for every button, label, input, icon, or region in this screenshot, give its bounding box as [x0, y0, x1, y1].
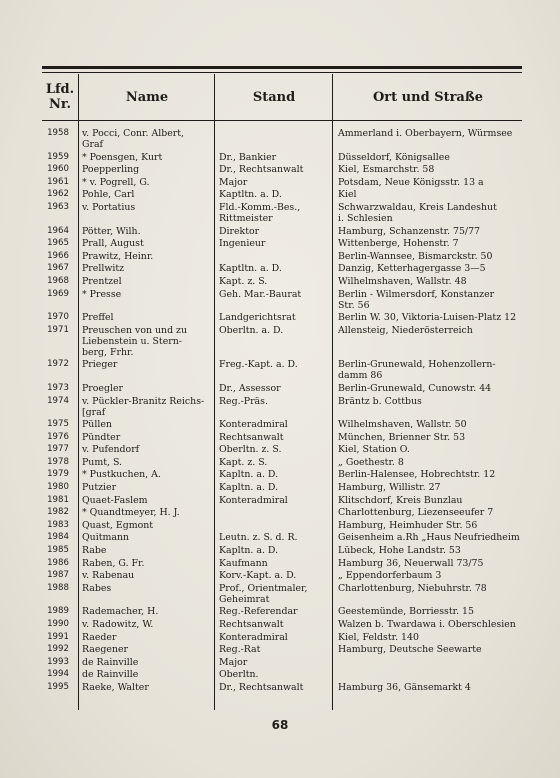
entry-stand: Kapt. z. S.	[219, 456, 268, 468]
entry-address: Allensteig, Niederösterreich	[338, 324, 473, 336]
entry-number: 1966	[47, 250, 69, 261]
entry-number: 1962	[47, 189, 69, 200]
entry-address: Charlottenburg, Niebuhrstr. 78	[338, 582, 487, 594]
entry-number: 1977	[47, 444, 69, 455]
entry-name: Quitmann	[82, 532, 130, 544]
entry-number: 1958	[47, 128, 69, 138]
entry-stand: Reg.-Präs.	[219, 395, 268, 407]
entry-number: 1973	[47, 382, 69, 393]
table-row	[42, 558, 522, 571]
table-row	[42, 583, 522, 607]
table-row	[42, 432, 522, 445]
table-row	[42, 469, 522, 482]
entry-stand: Kapltn. a. D.	[219, 545, 279, 557]
entry-number: 1983	[47, 519, 69, 530]
entry-name: v. Pückler-Branitz Reichs- [graf	[82, 395, 205, 418]
entry-address: Wittenberge, Hohenstr. 7	[338, 238, 459, 250]
table-row	[42, 520, 522, 533]
table-row	[42, 202, 522, 226]
entry-address: Schwarzwaldau, Kreis Landeshut i. Schlesien	[338, 201, 497, 224]
entry-name: Rademacher, H.	[82, 606, 159, 618]
entry-stand: Geh. Mar.-Baurat	[219, 288, 302, 300]
entry-address: Kiel, Esmarchstr. 58	[338, 164, 435, 176]
entry-number: 1984	[47, 532, 69, 543]
entry-number: 1987	[47, 570, 69, 581]
entry-name: Raeder	[82, 631, 117, 643]
entry-number: 1960	[47, 164, 69, 175]
entry-number: 1974	[47, 395, 69, 406]
entry-name: Pohle, Carl	[82, 189, 135, 201]
header-ort: Ort und Straße	[332, 74, 523, 120]
entry-number: 1994	[47, 669, 69, 680]
table-row	[42, 189, 522, 202]
entry-number: 1976	[47, 431, 69, 442]
entry-address: Geisenheim a.Rh „Haus Neufriedheim	[338, 532, 520, 544]
table-row	[42, 276, 522, 289]
entry-stand: Kapt. z. S.	[219, 275, 268, 287]
entry-address: Hamburg 36, Neuerwall 73/75	[338, 557, 484, 569]
entry-address: Hamburg, Deutsche Seewarte	[338, 644, 482, 656]
entry-address: Walzen b. Twardawa i. Oberschlesien	[338, 619, 516, 630]
entry-number: 1993	[47, 656, 69, 667]
entry-number: 1981	[47, 494, 69, 505]
entry-number: 1982	[47, 507, 69, 518]
entry-name: Prellwitz	[82, 263, 125, 275]
entry-name: Preffel	[82, 312, 114, 324]
entry-stand: Oberltn. a. D.	[219, 324, 284, 336]
header-lfd-nr: Lfd. Nr.	[45, 82, 75, 112]
entry-name: * Poensgen, Kurt	[82, 151, 163, 163]
entry-name: Raegener	[82, 644, 129, 656]
entry-stand: Fld.-Komm.-Bes., Rittmeister	[219, 201, 301, 224]
entry-stand: Major	[219, 656, 248, 668]
entry-address: Hamburg, Schanzenstr. 75/77	[338, 225, 481, 237]
entry-name: v. Pocci, Conr. Albert, Graf	[82, 128, 184, 150]
entry-stand: Dr., Bankier	[219, 151, 277, 163]
entry-address: Berlin-Grunewald, Cunowstr. 44	[338, 382, 492, 394]
register-table-body	[42, 128, 522, 695]
table-row	[42, 383, 522, 396]
entry-stand: Freg.-Kapt. a. D.	[219, 359, 298, 371]
entry-stand: Reg.-Rat	[219, 644, 261, 656]
entry-name: v. Rabenau	[82, 570, 135, 582]
entry-address: „ Eppendorferbaum 3	[338, 570, 442, 582]
table-row	[42, 482, 522, 495]
entry-name: Püllen	[82, 419, 112, 431]
entry-number: 1963	[47, 201, 69, 212]
entry-number: 1968	[47, 275, 69, 286]
entry-number: 1992	[47, 644, 69, 655]
entry-address: Wilhelmshaven, Wallstr. 48	[338, 275, 467, 287]
table-row	[42, 152, 522, 165]
table-row	[42, 238, 522, 251]
entry-name: v. Radowitz, W.	[82, 619, 154, 630]
entry-name: Putzier	[82, 482, 117, 494]
entry-stand: Major	[219, 176, 248, 188]
entry-number: 1967	[47, 263, 69, 274]
entry-address: Berlin-Halensee, Hobrechtstr. 12	[338, 469, 496, 481]
table-row	[42, 359, 522, 383]
entry-name: Rabe	[82, 545, 107, 557]
entry-name: Prieger	[82, 359, 118, 371]
entry-name: de Rainville	[82, 669, 139, 681]
entry-number: 1985	[47, 545, 69, 556]
entry-stand: Dr., Assessor	[219, 382, 281, 394]
entry-address: Potsdam, Neue Königsstr. 13 a	[338, 176, 484, 188]
entry-name: Pündter	[82, 431, 121, 443]
entry-number: 1990	[47, 619, 69, 629]
entry-name: * Quandtmeyer, H. J.	[82, 507, 180, 519]
table-row	[42, 444, 522, 457]
entry-number: 1965	[47, 238, 69, 249]
entry-stand: Kaptltn. a. D.	[219, 189, 282, 201]
entry-address: Geestemünde, Borriesstr. 15	[338, 606, 474, 618]
table-row	[42, 682, 522, 695]
table-row	[42, 570, 522, 583]
table-row	[42, 669, 522, 682]
entry-number: 1995	[47, 681, 69, 692]
table-row	[42, 177, 522, 190]
entry-name: Prentzel	[82, 275, 122, 287]
entry-stand: Kapltn. a. D.	[219, 482, 279, 494]
entry-number: 1986	[47, 557, 69, 568]
entry-stand: Konteradmiral	[219, 494, 288, 506]
entry-number: 1975	[47, 419, 69, 430]
entry-name: Poepperling	[82, 164, 140, 176]
table-row	[42, 606, 522, 619]
entry-number: 1988	[47, 582, 69, 593]
entry-address: Kiel	[338, 189, 357, 201]
entry-stand: Oberltn. z. S.	[219, 444, 282, 456]
entry-stand: Landgerichtsrat	[219, 312, 296, 324]
entry-number: 1979	[47, 469, 69, 480]
entry-name: Rabes	[82, 582, 112, 594]
entry-address: Berlin W. 30, Viktoria-Luisen-Platz 12	[338, 312, 517, 324]
entry-address: Hamburg, Heimhuder Str. 56	[338, 519, 478, 531]
entry-address: Kiel, Station O.	[338, 444, 410, 456]
entry-stand: Ingenieur	[219, 238, 266, 250]
entry-name: Pötter, Wilh.	[82, 225, 141, 237]
entry-name: * v. Pogrell, G.	[82, 176, 150, 188]
entry-address: Lübeck, Hohe Landstr. 53	[338, 545, 461, 557]
header-name: Name	[78, 74, 215, 120]
entry-stand: Dr., Rechtsanwalt	[219, 164, 304, 176]
table-row	[42, 251, 522, 264]
table-row	[42, 619, 522, 632]
entry-name: Prawitz, Heinr.	[82, 250, 154, 262]
table-row	[42, 263, 522, 276]
entry-stand: Konteradmiral	[219, 419, 288, 431]
entry-number: 1980	[47, 482, 69, 493]
table-row	[42, 164, 522, 177]
entry-address: Ammerland i. Oberbayern, Würmsee	[338, 128, 513, 139]
entry-number: 1991	[47, 631, 69, 642]
table-row	[42, 657, 522, 670]
entry-address: Danzig, Ketterhagergasse 3—5	[338, 263, 486, 275]
entry-stand: Reg.-Referendar	[219, 606, 298, 618]
entry-name: v. Pufendorf	[82, 444, 140, 456]
table-row	[42, 545, 522, 558]
entry-stand: Kaptltn. a. D.	[219, 263, 282, 275]
entry-address: Hamburg, Willistr. 27	[338, 482, 441, 494]
table-row	[42, 312, 522, 325]
table-row	[42, 532, 522, 545]
entry-name: Preuschen von und zu Liebenstein u. Stern- berg, Frhr.	[82, 324, 188, 358]
table-header	[42, 74, 522, 121]
table-row	[42, 507, 522, 520]
entry-name: Quast, Egmont	[82, 519, 154, 531]
entry-number: 1972	[47, 359, 69, 370]
entry-stand: Kapltn. a. D.	[219, 469, 279, 481]
top-rule-thin	[42, 72, 522, 73]
entry-name: Quaet-Faslem	[82, 494, 148, 506]
entry-address: Berlin-Grunewald, Hohenzollern- damm 86	[338, 359, 496, 382]
table-row	[42, 226, 522, 239]
entry-stand: Direktor	[219, 225, 260, 237]
entry-address: Hamburg 36, Gänsemarkt 4	[338, 681, 471, 693]
entry-number: 1978	[47, 456, 69, 467]
entry-name: Raben, G. Fr.	[82, 557, 145, 569]
entry-address: Berlin-Wannsee, Bismarckstr. 50	[338, 250, 493, 262]
entry-name: Prall, August	[82, 238, 144, 250]
entry-number: 1964	[47, 225, 69, 236]
table-row	[42, 457, 522, 470]
table-row	[42, 289, 522, 313]
entry-stand: Rechtsanwalt	[219, 431, 284, 443]
entry-number: 1959	[47, 151, 69, 162]
entry-address: Charlottenburg, Liezenseeufer 7	[338, 507, 494, 519]
entry-address: Kiel, Feldstr. 140	[338, 631, 419, 643]
entry-number: 1971	[47, 324, 69, 335]
entry-stand: Oberltn.	[219, 669, 259, 681]
entry-number: 1969	[47, 288, 69, 299]
top-rule	[42, 66, 522, 69]
entry-stand: Leutn. z. S. d. R.	[219, 532, 298, 544]
entry-name: Proegler	[82, 382, 124, 394]
entry-name: * Pustkuchen, A.	[82, 469, 161, 481]
entry-number: 1961	[47, 176, 69, 187]
entry-address: Klitschdorf, Kreis Bunzlau	[338, 494, 463, 506]
entry-number: 1989	[47, 606, 69, 617]
table-row	[42, 396, 522, 420]
page-number: 68	[271, 718, 289, 732]
table-row	[42, 644, 522, 657]
entry-address: München, Brienner Str. 53	[338, 431, 466, 443]
entry-name: de Rainville	[82, 656, 139, 668]
entry-name: Raeke, Walter	[82, 681, 149, 693]
entry-number: 1970	[47, 312, 69, 323]
table-row	[42, 325, 522, 360]
entry-name: Pumt, S.	[82, 456, 123, 468]
entry-address: Düsseldorf, Königsallee	[338, 151, 450, 163]
entry-stand: Rechtsanwalt	[219, 619, 284, 630]
entry-address: Bräntz b. Cottbus	[338, 395, 422, 407]
entry-address: Wilhelmshaven, Wallstr. 50	[338, 419, 467, 431]
entry-stand: Korv.-Kapt. a. D.	[219, 570, 297, 582]
entry-address: Berlin - Wilmersdorf, Konstanzer Str. 56	[338, 288, 495, 311]
header-stand: Stand	[214, 74, 333, 120]
table-row	[42, 128, 522, 152]
entry-stand: Prof., Orientmaler, Geheimrat	[219, 582, 308, 605]
table-row	[42, 419, 522, 432]
entry-stand: Kaufmann	[219, 557, 268, 569]
table-row	[42, 632, 522, 645]
entry-name: v. Portatius	[82, 201, 136, 213]
table-row	[42, 495, 522, 508]
entry-name: * Presse	[82, 288, 122, 300]
entry-stand: Konteradmiral	[219, 631, 288, 643]
entry-address: „ Goethestr. 8	[338, 456, 404, 468]
entry-stand: Dr., Rechtsanwalt	[219, 681, 304, 693]
